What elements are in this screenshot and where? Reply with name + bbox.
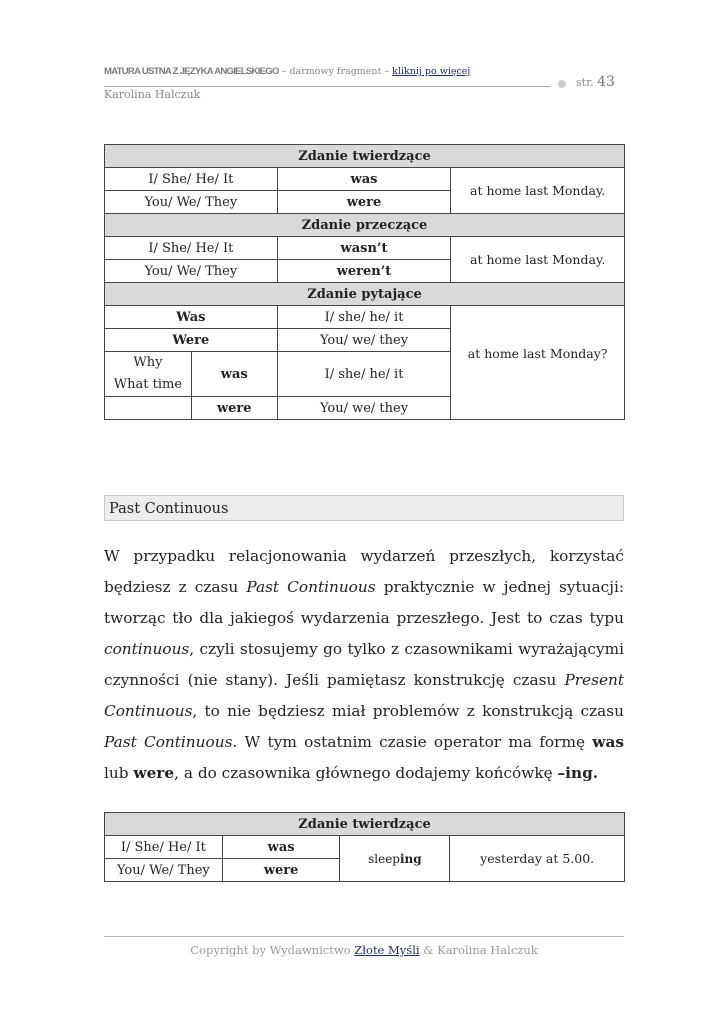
table-heading: Zdanie twierdzące [105,813,625,836]
table-cell: You/ we/ they [277,329,451,352]
table-heading: Zdanie przeczące [105,214,625,237]
table-cell: I/ She/ He/ It [105,237,278,260]
table-cell: I/ she/ he/ it [277,352,451,397]
table-cell: yesterday at 5.00. [450,836,625,882]
table-cell: was [191,352,277,397]
table-cell: weren’t [277,260,451,283]
header-fragment: darmowy fragment [289,66,382,77]
table-cell: You/ we/ they [277,397,451,420]
table-cell: You/ We/ They [105,859,223,882]
table-cell: at home last Monday. [451,168,625,214]
page-prefix: str. [576,76,598,89]
header-rule [104,86,550,87]
paragraph-text: , a do czasownika głównego dodajemy końcówkę [174,764,558,782]
paragraph-text: , to nie będziesz miał problemów z konstrukcją czasu [192,702,624,720]
table-cell: I/ She/ He/ It [105,836,223,859]
footer [0,943,728,957]
table-cell [105,397,192,420]
paragraph-bold: was [592,733,624,751]
header-separator: – [278,66,290,77]
paragraph-text: praktycznie w jednej sytuacji: tworząc tło dla jakiegoś wydarzenia przeszłego. Jest to czas typu [104,578,624,627]
book-title: MATURA USTNA Z JĘZYKA ANGIELSKIEGO [104,66,279,77]
table-cell: You/ We/ They [105,191,278,214]
footer-prefix: Copyright by Wydawnictwo [190,943,355,957]
header-separator: – [381,66,393,77]
wh-word: What time [113,377,183,392]
table-cell: were [191,397,277,420]
body-paragraph [104,541,624,789]
footer-rule [104,936,624,937]
main-verb-cell [340,836,450,882]
table-heading: Zdanie twierdzące [105,145,625,168]
table-cell: at home last Monday? [451,306,625,420]
table-cell: was [222,836,340,859]
paragraph-text: lub [104,764,134,782]
section-title: Past Continuous [109,501,229,517]
section-heading [104,495,624,521]
table-cell: at home last Monday. [451,237,625,283]
wh-word: Why [133,355,163,370]
past-continuous-table [104,812,625,882]
paragraph-text: . W tym ostatnim czasie operator ma formę [232,733,593,751]
table-cell: I/ she/ he/ it [277,306,451,329]
running-header [104,66,470,77]
table-cell: Was [105,306,278,329]
paragraph-bold: –ing. [557,764,599,782]
publisher-link[interactable]: Złote Myśli [354,943,420,957]
wh-words-cell [105,352,192,397]
table-cell: were [277,191,451,214]
verb-suffix: ing [400,851,422,866]
paragraph-italic: Past Continuous [104,733,233,751]
header-author: Karolina Halczuk [104,88,201,101]
page-number-value: 43 [597,74,615,90]
paragraph-italic: continuous [104,640,190,658]
paragraph-bold: were [133,764,175,782]
verb-stem: sleep [368,851,400,866]
paragraph-italic: Present Continuous [104,671,624,720]
more-link[interactable]: kliknij po więcej [392,66,471,77]
table-cell: You/ We/ They [105,260,278,283]
table-cell: was [277,168,451,191]
table-heading: Zdanie pytające [105,283,625,306]
table-cell: Were [105,329,278,352]
bullet-dot-icon [558,80,566,88]
paragraph-text: W przypadku relacjonowania wydarzeń przeszłych, korzystać będziesz z czasu [104,547,624,596]
paragraph-italic: Past Continuous [246,578,376,596]
page-number [576,74,615,90]
table-cell: wasn’t [277,237,451,260]
footer-suffix: & Karolina Halczuk [419,943,538,957]
was-were-table [104,144,625,420]
table-cell: I/ She/ He/ It [105,168,278,191]
table-cell: were [222,859,340,882]
paragraph-text: , czyli stosujemy go tylko z czasownikami wyrażającymi czynności (nie stany). Jeśli pamiętasz konstrukcję czasu [104,640,624,689]
